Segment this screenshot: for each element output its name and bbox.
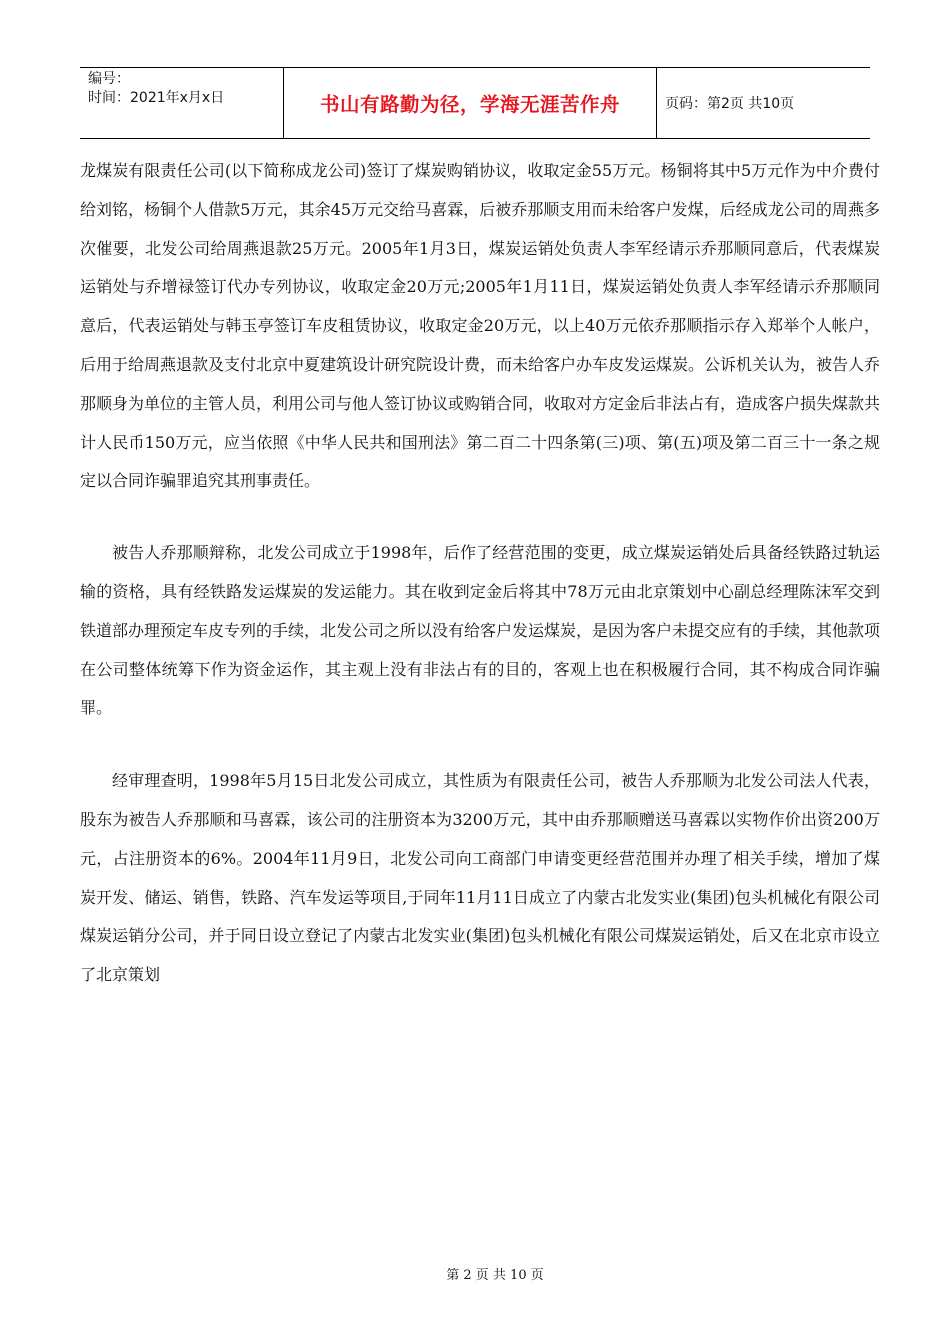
page-footer-number: 第 2 页 共 10 页 <box>446 1268 544 1283</box>
paragraph-defense-statement: 被告人乔那顺辩称，北发公司成立于1998年，后作了经营范围的变更，成立煤炭运销处后具备经铁路过轨运输的资格，具有经铁路发运煤炭的发运能力。其在收到定金后将其中78万元由北京策划中心副总经理陈沫军交到铁道部办理预定车皮专列的手续，北发公司之所以没有给客户发运煤炭，是因为客户未提交应有的手续，其他款项在公司整体统筹下作为资金运作，其主观上没有非法占有的目的，客观上也在积极履行合同，其不构成合同诈骗罪。 <box>80 543 881 718</box>
paragraph-court-findings: 经审理查明，1998年5月15日北发公司成立，其性质为有限责任公司，被告人乔那顺为北发公司法人代表，股东为被告人乔那顺和马喜霖，该公司的注册资本为3200万元，其中由乔那顺赠送马喜霖以实物作价出资200万元，占注册资本的6%。2004年11月9日，北发公司向工商部门申请变更经营范围并办理了相关手续，增加了煤炭开发、储运、销售，铁路、汽车发运等项目,于同年11月11日成立了内蒙古北发实业(集团)包头机械化有限公司煤炭运销分公司，并于同日设立登记了内蒙古北发实业(集团)包头机械化有限公司煤炭运销处，后又在北京市设立了北京策划 <box>80 771 880 985</box>
paragraph-prosecution-account: 龙煤炭有限责任公司(以下简称成龙公司)签订了煤炭购销协议，收取定金55万元。杨铜将其中5万元作为中介费付给刘铭，杨铜个人借款5万元，其余45万元交给马喜霖，后被乔那顺支用而未给客户发煤，后经成龙公司的周燕多次催要，北发公司给周燕退款25万元。2005年1月3日，煤炭运销处负责人李军经请示乔那顺同意后，代表煤炭运销处与乔增禄签订代办专列协议，收取定金20万元;2005年1月11日，煤炭运销处负责人李军经请示乔那顺同意后，代表运销处与韩玉亭签订车皮租赁协议，收取定金20万元，以上40万元依乔那顺指示存入郑举个人帐户，后用于给周燕退款及支付北京中夏建筑设计研究院设计费，而未给客户办车皮发运煤炭。公诉机关认为，被告人乔那顺身为单位的主管人员，利用公司与他人签订协议或购销合同，收取对方定金后非法占有，造成客户损失煤款共计人民币150万元，应当依照《中华人民共和国刑法》第二百二十四条第(三)项、第(五)项及第二百三十一条之规定以合同诈骗罪追究其刑事责任。 <box>80 161 881 491</box>
document-number-label: 编号： <box>88 71 130 87</box>
header-page-indicator: 页码：第2页 共10页 <box>665 96 795 112</box>
document-date-label: 时间：2021年x月x日 <box>88 90 225 106</box>
page-header <box>80 67 870 139</box>
header-meta <box>80 68 283 138</box>
document-body <box>80 152 880 995</box>
header-slogan: 书山有路勤为径，学海无涯苦作舟 <box>283 68 657 138</box>
